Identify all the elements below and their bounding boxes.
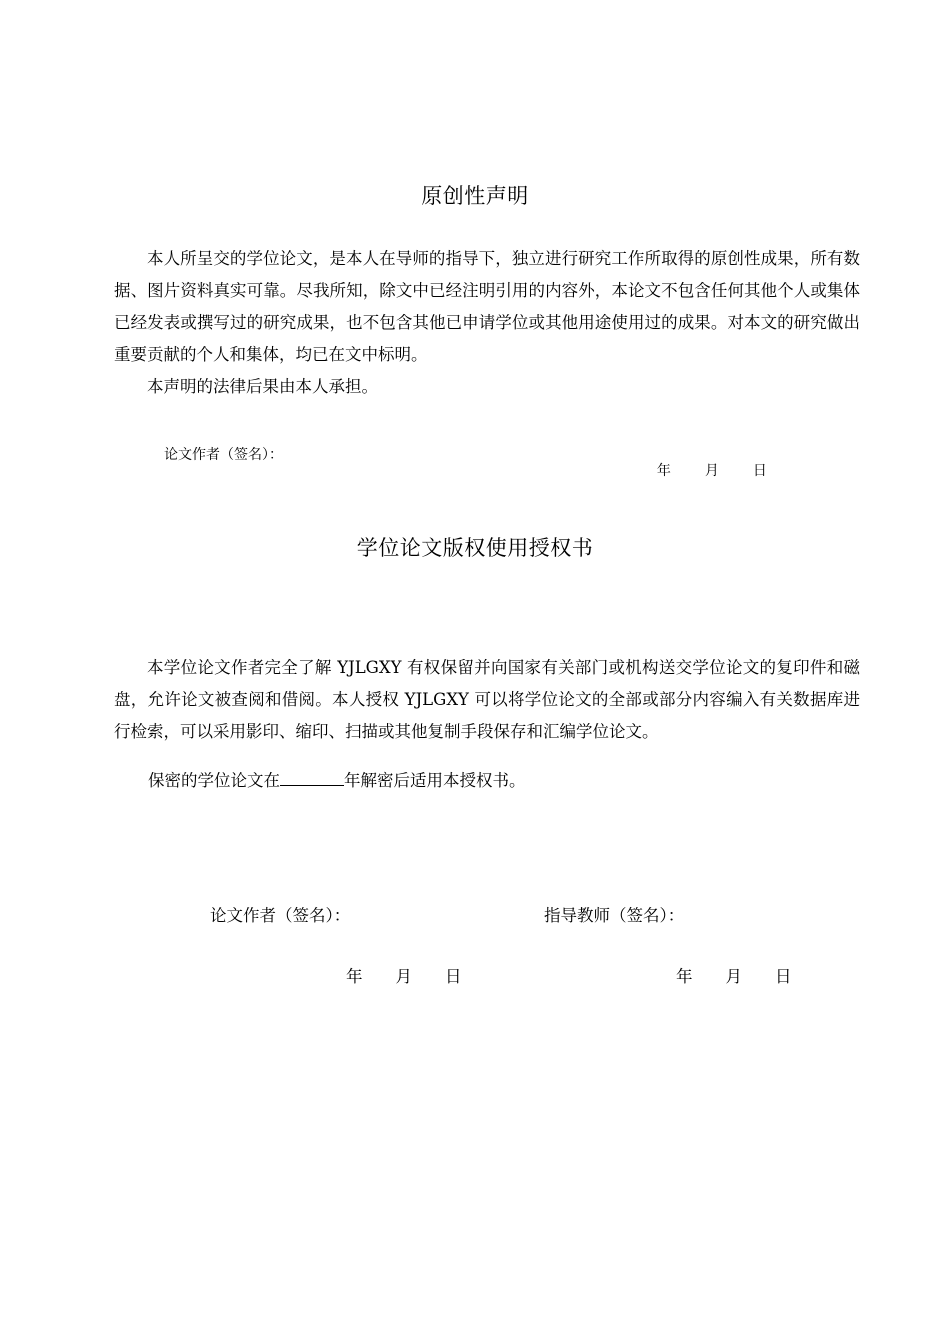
authorization-paragraph: 本学位论文作者完全了解 YJLGXY 有权保留并向国家有关部门或机构送交学位论文的复印件和磁盘，允许论文被查阅和借阅。本人授权 YJLGXY 可以将学位论文的全部或部分内容编入有关数据库进行检索，可以采用影印、缩印、扫描或其他复制手段保存和汇编学位论文。 <box>114 658 860 741</box>
originality-date <box>639 444 767 496</box>
date-year: 年 <box>656 463 671 479</box>
confidential-text-before: 保密的学位论文在 <box>148 771 280 790</box>
confidential-paragraph <box>148 767 526 791</box>
originality-author-signature-label: 论文作者（签名）： <box>164 447 283 463</box>
date-day: 日 <box>752 463 767 479</box>
date-month: 月 <box>725 967 742 986</box>
date-day: 日 <box>774 967 792 986</box>
authorization-title: 学位论文版权使用授权书 <box>356 536 594 560</box>
advisor-date <box>655 944 791 1006</box>
author-date <box>325 944 461 1006</box>
confidential-text-after: 年解密后适用本授权书。 <box>344 771 526 790</box>
date-year: 年 <box>345 967 363 986</box>
authorization-author-signature-label: 论文作者（签名）： <box>210 906 351 925</box>
advisor-signature-label: 指导教师（签名）： <box>544 906 685 925</box>
date-day: 日 <box>444 967 462 986</box>
legal-consequence-paragraph: 本声明的法律后果由本人承担。 <box>147 377 378 396</box>
year-blank[interactable] <box>280 769 344 786</box>
originality-paragraph: 本人所呈交的学位论文，是本人在导师的指导下，独立进行研究工作所取得的原创性成果，所有数据、图片资料真实可靠。尽我所知，除文中已经注明引用的内容外，本论文不包含任何其他个人或集体已经发表或撰写过的研究成果，也不包含其他已申请学位或其他用途使用过的成果。对本文的研究做出重要贡献的个人和集体，均已在文中标明。 <box>114 249 860 364</box>
originality-title: 原创性声明 <box>421 184 529 208</box>
date-month: 月 <box>395 967 412 986</box>
date-month: 月 <box>704 463 719 479</box>
date-year: 年 <box>675 967 693 986</box>
